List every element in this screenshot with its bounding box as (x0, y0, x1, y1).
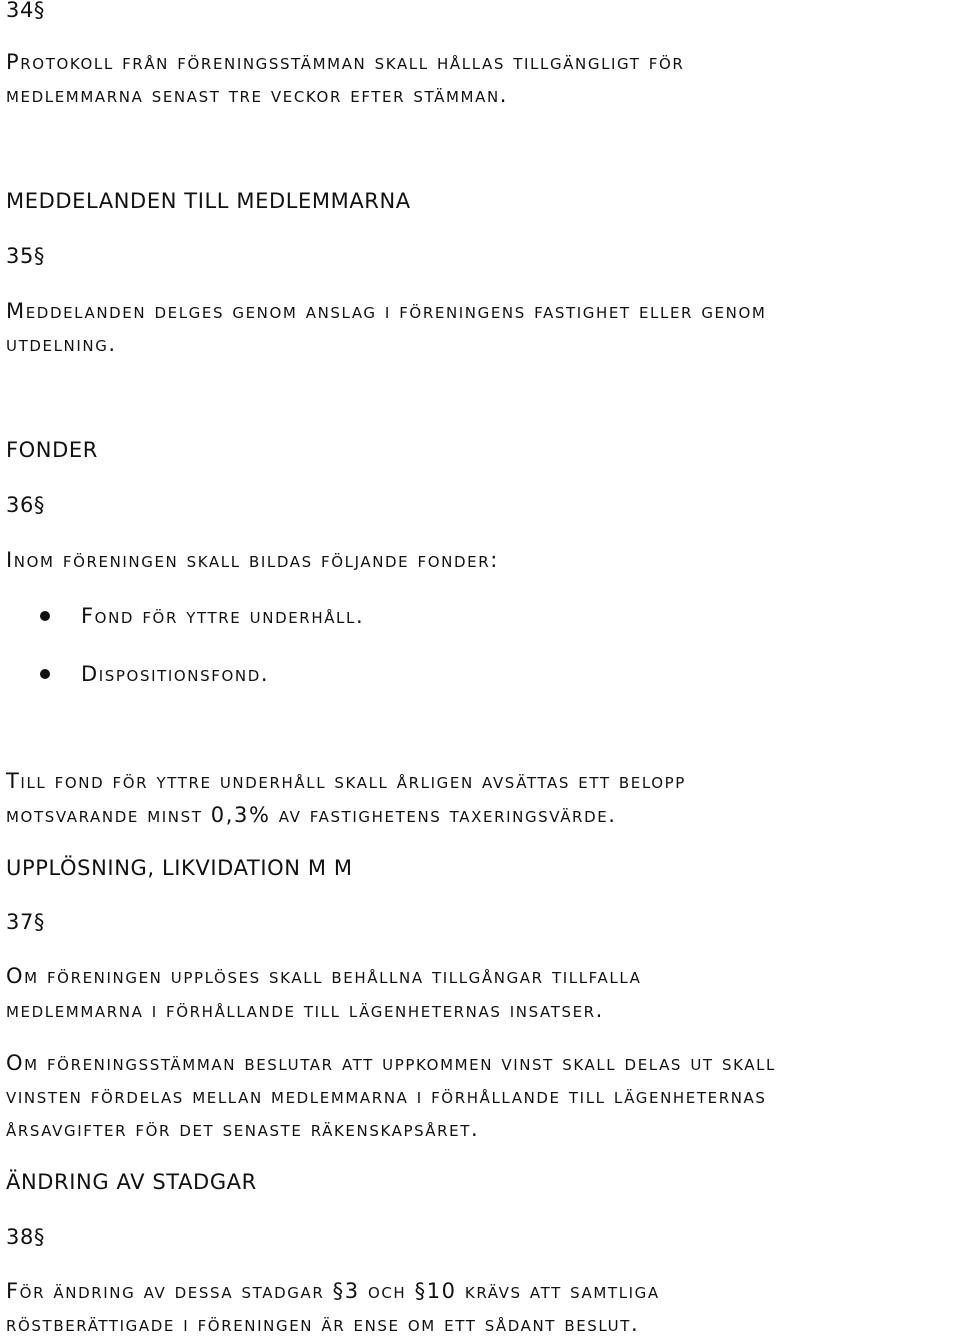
heading-fonder: FONDER (6, 438, 98, 462)
paragraph-34-line-2: medlemmarna senast tre veckor efter stämman. (6, 83, 509, 107)
section-number-34: 34§ (6, 0, 46, 22)
paragraph-36-intro: Inom föreningen skall bildas följande fonder: (6, 548, 499, 572)
paragraph-37b-line-1: Om föreningsstämman beslutar att uppkommen vinst skall delas ut skall (6, 1051, 777, 1075)
paragraph-36-line-2: motsvarande minst 0,3% av fastighetens taxeringsvärde. (6, 803, 617, 827)
paragraph-37a-line-2: medlemmarna i förhållande till lägenheternas insatser. (6, 998, 604, 1022)
paragraph-37b-line-3: årsavgifter för det senaste räkenskapsåret. (6, 1117, 480, 1141)
section-number-36: 36§ (6, 493, 46, 517)
paragraph-37b-line-2: vinsten fördelas mellan medlemmarna i förhållande till lägenheternas (6, 1084, 767, 1108)
paragraph-35-line-2: utdelning. (6, 332, 117, 356)
section-number-35: 35§ (6, 244, 46, 268)
paragraph-35-line-1: Meddelanden delges genom anslag i föreningens fastighet eller genom (6, 299, 767, 323)
paragraph-36-line-1: Till fond för yttre underhåll skall årligen avsättas ett belopp (6, 769, 686, 793)
paragraph-34-line-1: Protokoll från föreningsstämman skall hållas tillgängligt för (6, 50, 685, 74)
paragraph-38-line-1: För ändring av dessa stadgar §3 och §10 krävs att samtliga (6, 1279, 660, 1303)
heading-upplosning: UPPLÖSNING, LIKVIDATION M M (6, 856, 353, 880)
paragraph-38-line-2: röstberättigade i föreningen är ense om ett sådant beslut. (6, 1312, 640, 1336)
section-number-37: 37§ (6, 910, 46, 934)
heading-meddelanden: MEDDELANDEN TILL MEDLEMMARNA (6, 189, 411, 213)
list-item-label: Dispositionsfond. (81, 662, 270, 686)
bullet-icon (40, 611, 50, 621)
bullet-icon (40, 669, 50, 679)
list-item-label: Fond för yttre underhåll. (81, 604, 365, 628)
section-number-38: 38§ (6, 1225, 46, 1249)
heading-andring: ÄNDRING AV STADGAR (6, 1170, 257, 1194)
paragraph-37a-line-1: Om föreningen upplöses skall behållna tillgångar tillfalla (6, 964, 642, 988)
